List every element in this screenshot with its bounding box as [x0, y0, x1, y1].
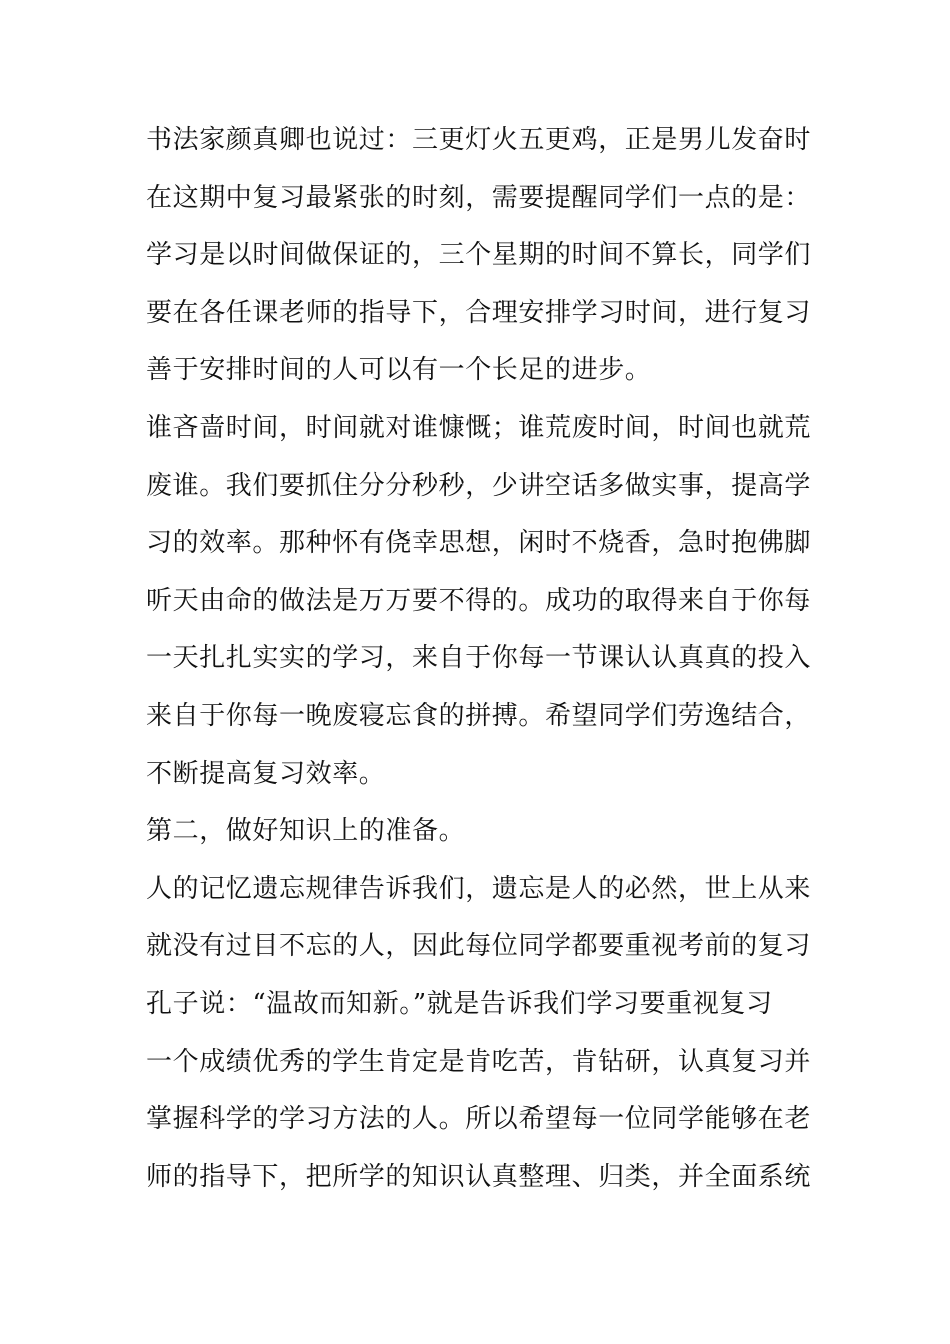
text-line-5: 善于安排时间的人可以有一个长足的进步。 [146, 355, 652, 386]
text-line-15: 就没有过目不忘的人，因此每位同学都要重视考前的复习 [146, 931, 812, 962]
text-line-16: 孔子说：“温故而知新。”就是告诉我们学习要重视复习 [146, 988, 773, 1019]
text-line-10: 一天扎扎实实的学习，来自于你每一节课认认真真的投入 [146, 643, 812, 674]
text-line-2: 在这期中复习最紧张的时刻，需要提醒同学们一点的是： [146, 182, 812, 213]
text-line-6: 谁吝啬时间，时间就对谁慷慨；谁荒废时间，时间也就荒 [146, 412, 812, 443]
text-line-11: 来自于你每一晚废寝忘食的拼搏。希望同学们劳逸结合， [146, 700, 812, 731]
text-line-4: 要在各任课老师的指导下，合理安排学习时间，进行复习 [146, 297, 812, 328]
text-line-7: 废谁。我们要抓住分分秒秒，少讲空话多做实事，提高学 [146, 470, 812, 501]
text-line-18: 掌握科学的学习方法的人。所以希望每一位同学能够在老 [146, 1104, 812, 1135]
text-line-3: 学习是以时间做保证的，三个星期的时间不算长，同学们 [146, 240, 812, 271]
text-line-9: 听天由命的做法是万万要不得的。成功的取得来自于你每 [146, 585, 812, 616]
text-line-12: 不断提高复习效率。 [146, 758, 386, 789]
text-line-17: 一个成绩优秀的学生肯定是肯吃苦，肯钻研，认真复习并 [146, 1046, 812, 1077]
text-line-14: 人的记忆遗忘规律告诉我们，遗忘是人的必然，世上从来 [146, 873, 812, 904]
text-line-19: 师的指导下，把所学的知识认真整理、归类，并全面系统 [146, 1161, 812, 1192]
document-body [146, 112, 846, 1206]
text-line-13: 第二，做好知识上的准备。 [146, 816, 466, 847]
text-line-1: 书法家颜真卿也说过：三更灯火五更鸡，正是男儿发奋时 [146, 125, 812, 155]
text-line-8: 习的效率。那种怀有侥幸思想，闲时不烧香，急时抱佛脚 [146, 528, 812, 559]
